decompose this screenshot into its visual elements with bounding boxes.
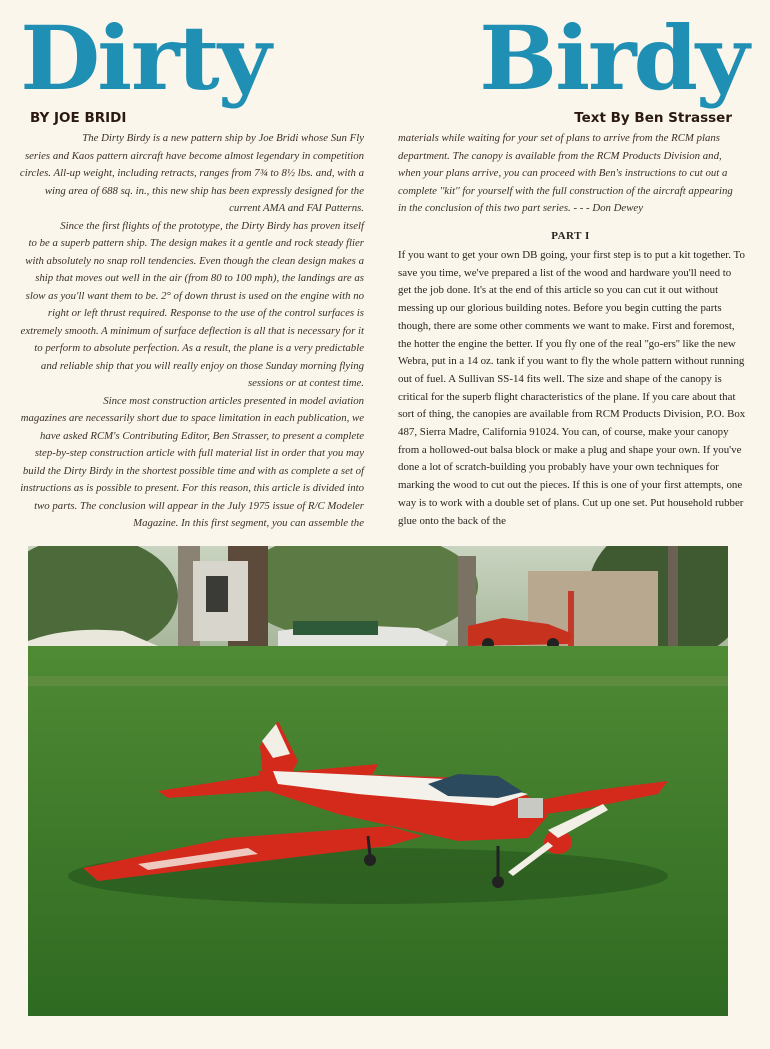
text-author-byline: Text By Ben Strasser — [574, 110, 732, 126]
title-letter: d — [633, 6, 699, 110]
intro-continued-column — [398, 130, 743, 218]
title-letter: B — [479, 6, 558, 110]
intro-continued-text: materials while waiting for your set of plans to arrive from the RCM plans department. The canopy is available from the RCM Products Division and, when your plans arrive, you can proceed with Ben's instructions to cut out a complete ''kit'' for yourself with the full construction of the aircraft appearing in the conclusion of this two part series. - - - Don Dewey — [398, 132, 733, 214]
intro-paragraph: Since most construction articles presented in model aviation magazines are necessarily short due to space limitation in each publication, we have asked RCM's Contributing Editor, Ben Strasser, to present a complete step-by-step construction article with full material list in order that you may build the Dirty Birdy in the shortest possible time and with as complete a set of instructions as is possible to present. For this reason, this article is divided into two parts. The conclusion will appear in the July 1975 issue of R/C Modeler Magazine. In this first segment, you can assemble the — [20, 394, 364, 529]
body-column — [398, 247, 746, 530]
author-byline: BY JOE BRIDI — [30, 110, 127, 126]
title-letter: r — [130, 6, 180, 110]
magazine-title — [22, 6, 748, 110]
intro-paragraph: Since the first flights of the prototype, the Dirty Birdy has proven itself to be a superb pattern ship. The design makes it a gentle and rock steady flier with absolutely no snap roll tendencies. Even though the clean design makes a ship that moves out well in the air (from 80 to 100 mph), the landings are as slow as you'll want them to be. 2° of down thrust is used on the engine with no right or left thrust required. Response to the use of the control surfaces is extremely smooth. A minimum of surface deflection is all that is necessary for it to perform to absolute perfection. As a result, the plane is a very predictable and reliable ship that you will really enjoy on those Sunday morning flying sessions or at contest time. — [20, 219, 364, 389]
body-text: If you want to get your own DB going, your first step is to put a kit together. To save you time, we've prepared a list of the wood and hardware you'll need to get the job done. It's at the end of this article so you can cut it out without messing up our glorious building notes. Before you begin cutting the parts though, there are some other comments we want to make. First and foremost, the hotter the engine the better. If you fly one of the real ''go-ers'' like the new Webra, put in a 14 oz. tank if you want to fly the whole pattern without running out of fuel. A Sullivan SS-14 fits well. The size and shape of the canopy is critical for the superb flight characteristics of the plane. If you care about that sort of thing, the canopies are available from RCM Products Division, P.O. Box 487, Sierra Madre, California 91024. You can, of course, make your canopy from a hollowed-out balsa block or make a plug and shape your own. If you've done a lot of scratch-building you probably have your own techniques for marking the wood to cut out the pieces. If this is one of your first attempts, one way is to work with a double set of plans. Cut up one set. Put household rubber glue onto the back of the — [398, 249, 746, 527]
title-letter: r — [587, 6, 637, 110]
title-letter: D — [20, 6, 101, 110]
title-word-birdy — [481, 6, 748, 110]
title-word-dirty — [22, 6, 270, 110]
airplane-photo — [28, 546, 728, 1016]
title-letter: t — [177, 6, 220, 110]
photo-illustration — [28, 546, 728, 1016]
title-letter: y — [217, 6, 272, 110]
intro-column — [18, 130, 364, 533]
title-letter: y — [695, 6, 750, 110]
intro-paragraph: The Dirty Birdy is a new pattern ship by Joe Bridi whose Sun Fly series and Kaos pattern aircraft have become almost legendary in competition circles. All-up weight, including retracts, ranges from 7¾ to 8½ lbs. and, with a wing area of 688 sq. in., this new ship has been expressly designed for the current AMA and FAI Patterns. — [19, 132, 364, 214]
title-letter: i — [97, 6, 133, 110]
title-letter: i — [554, 6, 590, 110]
part-heading: PART I — [551, 230, 590, 242]
